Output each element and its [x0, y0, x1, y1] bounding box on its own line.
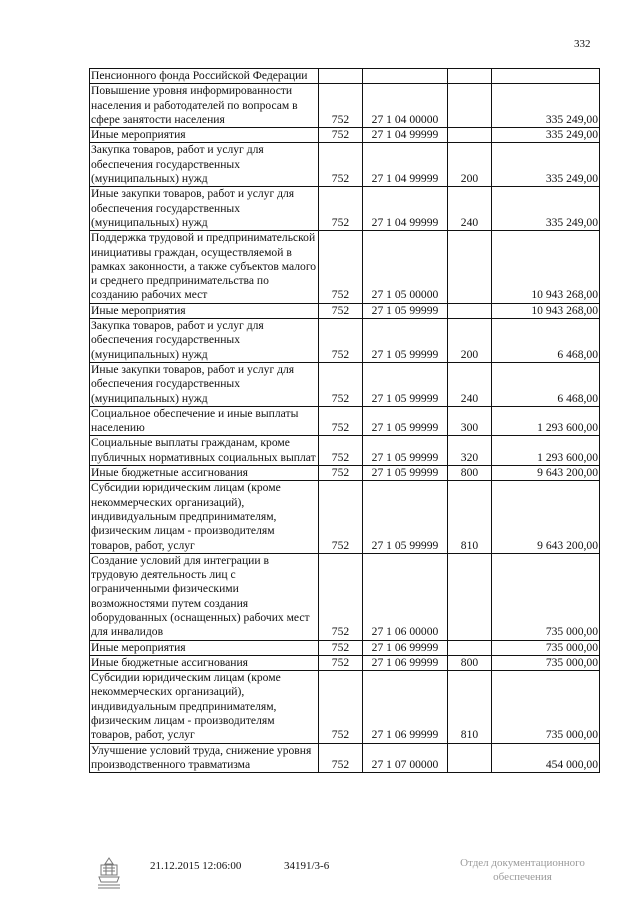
row-ved: 752	[319, 481, 363, 553]
row-sum: 335 249,00	[492, 143, 600, 187]
row-ved: 752	[319, 743, 363, 773]
row-vr	[448, 231, 492, 303]
row-vr: 810	[448, 671, 492, 743]
row-name: Иные закупки товаров, работ и услуг для обеспечения государственных (муниципальных) нужд	[90, 187, 319, 231]
table-row	[90, 69, 600, 84]
row-vr	[448, 128, 492, 143]
row-name: Иные закупки товаров, работ и услуг для обеспечения государственных (муниципальных) нужд	[90, 362, 319, 406]
row-sum: 335 249,00	[492, 187, 600, 231]
table-row	[90, 671, 600, 743]
row-vr: 240	[448, 187, 492, 231]
row-csr: 27 1 04 99999	[363, 187, 448, 231]
row-name: Иные мероприятия	[90, 640, 319, 655]
row-vr	[448, 743, 492, 773]
row-csr: 27 1 05 99999	[363, 406, 448, 436]
row-name: Субсидии юридическим лицам (кроме некоммерческих организаций), индивидуальным предпринимателям, физическим лицам - производителям товаров, работ, услуг	[90, 671, 319, 743]
row-sum: 10 943 268,00	[492, 303, 600, 318]
table-row	[90, 143, 600, 187]
row-name: Социальное обеспечение и иные выплаты населению	[90, 406, 319, 436]
department-stamp-line1: Отдел документационного	[460, 857, 585, 869]
row-ved: 752	[319, 436, 363, 466]
row-csr: 27 1 05 00000	[363, 231, 448, 303]
row-sum: 735 000,00	[492, 640, 600, 655]
row-name: Создание условий для интеграции в трудовую деятельность лиц с ограниченными физическими возможностями путем создания оборудованных (оснащенных) рабочих мест для инвалидов	[90, 553, 319, 640]
row-ved: 752	[319, 231, 363, 303]
row-csr: 27 1 06 00000	[363, 553, 448, 640]
department-stamp-line2: обеспечения	[493, 871, 552, 883]
row-name: Социальные выплаты гражданам, кроме публичных нормативных социальных выплат	[90, 436, 319, 466]
row-ved: 752	[319, 406, 363, 436]
row-sum: 735 000,00	[492, 671, 600, 743]
row-ved: 752	[319, 303, 363, 318]
footer-datetime: 21.12.2015 12:06:00	[150, 860, 242, 872]
row-csr: 27 1 05 99999	[363, 436, 448, 466]
row-sum: 9 643 200,00	[492, 481, 600, 553]
department-stamp	[440, 856, 605, 884]
row-ved: 752	[319, 84, 363, 128]
row-sum: 10 943 268,00	[492, 231, 600, 303]
row-ved: 752	[319, 143, 363, 187]
row-name: Иные мероприятия	[90, 128, 319, 143]
row-vr	[448, 69, 492, 84]
row-csr: 27 1 05 99999	[363, 319, 448, 363]
row-ved: 752	[319, 187, 363, 231]
table-row	[90, 553, 600, 640]
row-csr: 27 1 04 99999	[363, 143, 448, 187]
row-name: Закупка товаров, работ и услуг для обеспечения государственных (муниципальных) нужд	[90, 319, 319, 363]
row-csr: 27 1 07 00000	[363, 743, 448, 773]
row-vr	[448, 553, 492, 640]
row-csr: 27 1 04 00000	[363, 84, 448, 128]
row-name: Иные бюджетные ассигнования	[90, 655, 319, 670]
row-sum: 735 000,00	[492, 553, 600, 640]
row-sum: 1 293 600,00	[492, 406, 600, 436]
row-ved: 752	[319, 655, 363, 670]
row-vr: 300	[448, 406, 492, 436]
table-row	[90, 128, 600, 143]
table-row	[90, 319, 600, 363]
row-vr: 800	[448, 466, 492, 481]
row-csr	[363, 69, 448, 84]
row-name: Улучшение условий труда, снижение уровня производственного травматизма	[90, 743, 319, 773]
table-row	[90, 743, 600, 773]
row-sum: 1 293 600,00	[492, 436, 600, 466]
row-ved: 752	[319, 319, 363, 363]
row-vr: 810	[448, 481, 492, 553]
page-footer	[0, 856, 640, 896]
row-name: Закупка товаров, работ и услуг для обеспечения государственных (муниципальных) нужд	[90, 143, 319, 187]
table-row	[90, 406, 600, 436]
row-ved: 752	[319, 128, 363, 143]
row-ved: 752	[319, 671, 363, 743]
row-vr: 800	[448, 655, 492, 670]
table-row	[90, 481, 600, 553]
row-vr	[448, 84, 492, 128]
table-row	[90, 655, 600, 670]
row-vr	[448, 640, 492, 655]
row-ved: 752	[319, 466, 363, 481]
row-name: Иные бюджетные ассигнования	[90, 466, 319, 481]
page-number: 332	[574, 38, 591, 50]
row-csr: 27 1 05 99999	[363, 362, 448, 406]
row-sum: 335 249,00	[492, 128, 600, 143]
row-name: Пенсионного фонда Российской Федерации	[90, 69, 319, 84]
row-csr: 27 1 06 99999	[363, 671, 448, 743]
table-row	[90, 303, 600, 318]
row-ved: 752	[319, 640, 363, 655]
row-csr: 27 1 05 99999	[363, 481, 448, 553]
row-vr: 200	[448, 319, 492, 363]
row-name: Повышение уровня информированности населения и работодателей по вопросам в сфере занятости населения	[90, 84, 319, 128]
table-row	[90, 187, 600, 231]
table-row	[90, 84, 600, 128]
row-vr	[448, 303, 492, 318]
row-csr: 27 1 04 99999	[363, 128, 448, 143]
row-csr: 27 1 06 99999	[363, 640, 448, 655]
footer-doc-number: 34191/3-6	[284, 860, 330, 872]
row-sum: 9 643 200,00	[492, 466, 600, 481]
row-ved	[319, 69, 363, 84]
row-sum: 335 249,00	[492, 84, 600, 128]
table-row	[90, 231, 600, 303]
row-sum	[492, 69, 600, 84]
row-csr: 27 1 05 99999	[363, 466, 448, 481]
row-sum: 454 000,00	[492, 743, 600, 773]
registry-stamp-icon	[95, 856, 123, 890]
row-sum: 6 468,00	[492, 362, 600, 406]
row-vr: 320	[448, 436, 492, 466]
table-row	[90, 466, 600, 481]
row-name: Поддержка трудовой и предпринимательской инициативы граждан, осуществляемой в рамках законности, а также субъектов малого и среднего предпринимательства по созданию рабочих мест	[90, 231, 319, 303]
row-ved: 752	[319, 553, 363, 640]
budget-table	[89, 68, 600, 773]
table-row	[90, 436, 600, 466]
row-csr: 27 1 05 99999	[363, 303, 448, 318]
table-row	[90, 362, 600, 406]
row-ved: 752	[319, 362, 363, 406]
table-row	[90, 640, 600, 655]
row-sum: 735 000,00	[492, 655, 600, 670]
row-vr: 240	[448, 362, 492, 406]
row-sum: 6 468,00	[492, 319, 600, 363]
budget-table-body	[90, 69, 600, 773]
row-vr: 200	[448, 143, 492, 187]
row-csr: 27 1 06 99999	[363, 655, 448, 670]
row-name: Иные мероприятия	[90, 303, 319, 318]
row-name: Субсидии юридическим лицам (кроме некоммерческих организаций), индивидуальным предпринимателям, физическим лицам - производителям товаров, работ, услуг	[90, 481, 319, 553]
